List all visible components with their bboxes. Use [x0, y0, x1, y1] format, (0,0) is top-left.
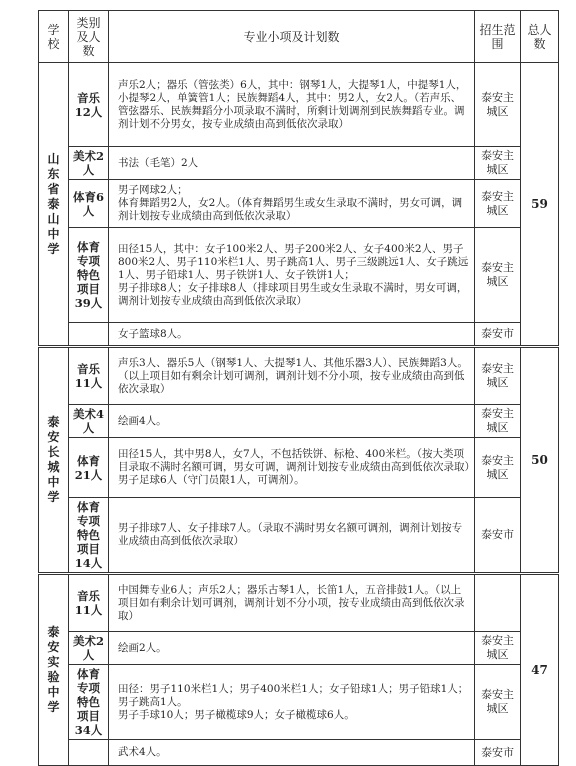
enrollment-scope: 泰安主城区	[475, 347, 521, 405]
category-label: 体育6人	[69, 180, 109, 228]
table-body	[39, 63, 559, 766]
plan-details	[109, 498, 475, 574]
table-row	[39, 147, 559, 180]
plan-details	[109, 405, 475, 438]
enrollment-scope: 泰安主城区	[475, 632, 521, 665]
plan-details	[109, 438, 475, 498]
plan-line: 中国舞专业6人；声乐2人；器乐古琴1人，长笛1人，五音排鼓1人。（以上项目如有剩余计划可调剂，调剂计划不分小项，按专业成绩由高到低依次录取）	[118, 583, 465, 622]
table-row	[39, 632, 559, 665]
category-label: 音乐11人	[69, 347, 109, 405]
enrollment-scope: 泰安主城区	[475, 228, 521, 323]
table-row	[39, 740, 559, 766]
table-row	[39, 498, 559, 574]
plan-details	[109, 574, 475, 632]
enrollment-scope	[475, 574, 521, 632]
table-row	[39, 347, 559, 405]
category-label	[69, 323, 109, 347]
plan-line: 声乐3人、器乐5人（钢琴1人、大提琴1人、其他乐器3人）、民族舞蹈3人。（以上项目如有剩余计划可调剂，调剂计划不分小项，按专业成绩由高到低依次录取）	[118, 356, 468, 395]
plan-details	[109, 63, 475, 147]
plan-details	[109, 228, 475, 323]
plan-line: 女子篮球8人。	[118, 327, 188, 340]
table-row	[39, 180, 559, 228]
enrollment-scope: 泰安市	[475, 323, 521, 347]
enrollment-scope: 泰安市	[475, 498, 521, 574]
plan-line: 书法（毛笔）2人	[118, 156, 199, 169]
category-label: 音乐11人	[69, 574, 109, 632]
enrollment-scope: 泰安主城区	[475, 147, 521, 180]
plan-line: 田径15人，其中：女子100米2人、男子200米2人、女子400米2人、男子800米2人、男子110米栏1人、男子跳高1人、男子三级跳远1人、女子跳远1人、男子铅球1人、男子铁饼1人、女子铁饼1人；	[118, 242, 469, 281]
header-school: 学校	[39, 11, 69, 63]
plan-details	[109, 347, 475, 405]
enrollment-scope: 泰安主城区	[475, 438, 521, 498]
table-row	[39, 405, 559, 438]
table-row	[39, 323, 559, 347]
header-scope: 招生范围	[475, 11, 521, 63]
category-label	[69, 740, 109, 766]
school-name: 山东省泰山中学	[39, 63, 69, 347]
enrollment-scope: 泰安主城区	[475, 405, 521, 438]
plan-details	[109, 147, 475, 180]
plan-details	[109, 740, 475, 766]
plan-line: 男子网球2人；	[118, 184, 188, 196]
admission-plan-table	[38, 10, 559, 766]
header-total: 总人数	[521, 11, 559, 63]
enrollment-scope: 泰安主城区	[475, 180, 521, 228]
category-label: 体育专项特色项目14人	[69, 498, 109, 574]
plan-line: 男子排球7人、女子排球7人。（录取不满时男女名额可调剂，调剂计划按专业成绩由高到低依次录取）	[118, 522, 463, 547]
plan-line: 男子手球10人；男子橄榄球9人；女子橄榄球6人。	[118, 708, 355, 721]
plan-line: 绘画4人。	[118, 414, 167, 427]
plan-line: 声乐2人；器乐（管弦类）6人，其中：钢琴1人，大提琴1人，中提琴1人，小提琴2人，单簧管1人；民族舞蹈4人，其中：男2人，女2人。（若声乐、管弦器乐、民族舞蹈分小项录取不满时，所剩计划调剂到民族舞蹈专业。调剂计划不分男女，按专业成绩由高到低依次录取）	[118, 78, 467, 130]
table-row	[39, 438, 559, 498]
category-label: 美术2人	[69, 632, 109, 665]
plan-line: 绘画2人。	[118, 641, 167, 654]
table-row	[39, 574, 559, 632]
plan-line: 武术4人。	[118, 746, 167, 758]
school-total: 59	[521, 63, 559, 347]
header-plan: 专业小项及计划数	[109, 11, 475, 63]
table-row	[39, 228, 559, 323]
enrollment-scope: 泰安市	[475, 740, 521, 766]
plan-line: 体育舞蹈男2人，女2人。（体育舞蹈男生或女生录取不满时，男女可调，调剂计划按专业成绩由高到低依次录取）	[118, 197, 463, 222]
category-label: 美术4人	[69, 405, 109, 438]
category-label: 体育专项特色项目39人	[69, 228, 109, 323]
school-name: 泰安实验中学	[39, 574, 69, 766]
header-category: 类别及人数	[69, 11, 109, 63]
school-name: 泰安长城中学	[39, 347, 69, 574]
category-label: 体育21人	[69, 438, 109, 498]
enrollment-scope: 泰安主城区	[475, 665, 521, 740]
plan-line: 男子排球8人；女子排球8人（排球项目男生或女生录取不满时，男女可调，调剂计划按专业成绩由高到低依次录取）	[118, 281, 468, 307]
plan-details	[109, 632, 475, 665]
school-total: 47	[521, 574, 559, 766]
category-label: 体育专项特色项目34人	[69, 665, 109, 740]
header-row	[39, 11, 559, 63]
plan-line: 田径：男子110米栏1人；男子400米栏1人；女子铅球1人；男子铅球1人；男子跳高1人。	[118, 682, 469, 708]
plan-details	[109, 323, 475, 347]
category-label: 美术2人	[69, 147, 109, 180]
school-total: 50	[521, 347, 559, 574]
plan-line: 男子足球6人（守门员限1人，可调剂）。	[118, 474, 305, 486]
category-label: 音乐12人	[69, 63, 109, 147]
enrollment-scope: 泰安主城区	[475, 63, 521, 147]
table-row	[39, 63, 559, 147]
plan-details	[109, 180, 475, 228]
plan-details	[109, 665, 475, 740]
plan-line: 田径15人，其中男8人，女7人，不包括铁饼、标枪、400米栏。（按大类项目录取不满时名额可调，男女可调，调剂计划按专业成绩由高到低依次录取）	[118, 448, 475, 473]
table-row	[39, 665, 559, 740]
